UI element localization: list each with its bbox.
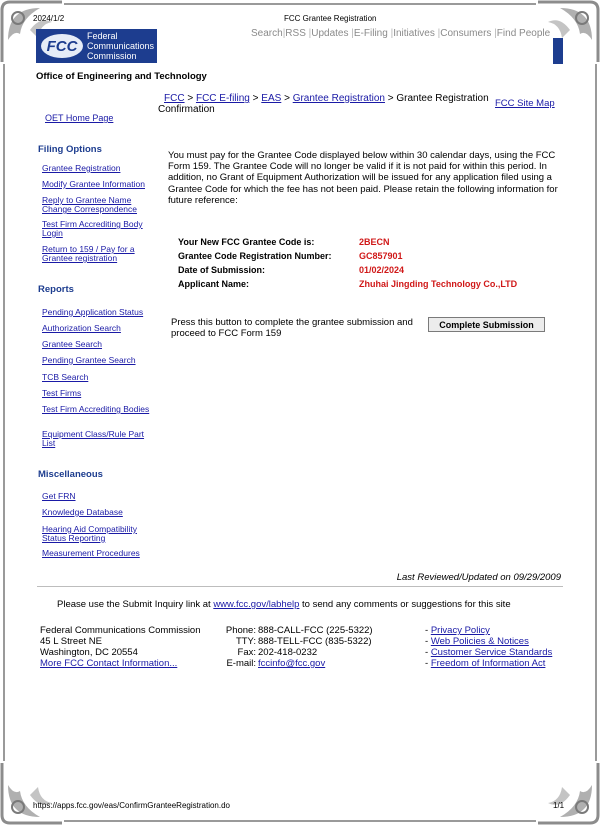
breadcrumb-fcc[interactable]: FCC: [164, 93, 185, 104]
fcc-logo-mark: FCC: [41, 34, 83, 58]
header-accent-strip: [553, 38, 563, 64]
detail-label: Date of Submission:: [178, 265, 266, 275]
applicant-name-value: Zhuhai Jingding Technology Co.,LTD: [359, 279, 518, 289]
sidebar-pending-grantee-search[interactable]: Pending Grantee Search: [42, 355, 136, 365]
sidebar-authorization-search[interactable]: Authorization Search: [42, 323, 121, 333]
policy-links: - Privacy Policy - Web Policies & Notices - Customer Service Standards - Freedom of Information Act: [425, 625, 553, 669]
sidebar-tcb-search[interactable]: TCB Search: [42, 372, 89, 382]
fcc-contact-numbers: [216, 625, 373, 669]
fcc-logo[interactable]: [36, 29, 157, 63]
frame-border-bottom: [64, 820, 536, 822]
address-line: Federal Communications Commission: [40, 625, 201, 636]
nav-consumers[interactable]: Consumers: [440, 28, 492, 39]
submission-date-value: 01/02/2024: [359, 265, 405, 275]
customer-service-standards-link[interactable]: Customer Service Standards: [430, 647, 553, 658]
fax-value: 202-418-0232: [258, 647, 318, 658]
breadcrumb: FCC > FCC E-filing > EAS > Grantee Registration > Grantee Registration Confirmation: [158, 93, 493, 115]
email-link[interactable]: fccinfo@fcc.gov: [258, 658, 326, 669]
frame-border-right: [595, 64, 597, 761]
sidebar-knowledge-database[interactable]: Knowledge Database: [42, 507, 123, 517]
phone-value: 888-CALL-FCC (225-5322): [258, 625, 373, 636]
miscellaneous-heading: Miscellaneous: [38, 469, 103, 480]
last-reviewed-date: Last Reviewed/Updated on 09/29/2009: [396, 572, 561, 583]
filing-options-heading: Filing Options: [38, 144, 102, 155]
breadcrumb-current-cont: Confirmation: [158, 104, 215, 115]
contact-key: Fax:: [237, 647, 256, 658]
frame-border-top: [64, 3, 536, 5]
sidebar-hearing-aid-reporting[interactable]: Hearing Aid Compatibility Status Reporting: [42, 524, 137, 543]
contact-key: TTY:: [235, 636, 256, 647]
frame-border-left: [3, 64, 5, 761]
more-contact-info-link[interactable]: More FCC Contact Information...: [40, 658, 178, 669]
detail-label: Applicant Name:: [178, 279, 250, 289]
inquiry-text: to send any comments or suggestions for this site: [302, 599, 511, 610]
nav-search[interactable]: Search: [251, 28, 283, 39]
payment-instructions: You must pay for the Grantee Code displayed below within 30 calendar days, using the FCC Form 159. The Grantee Code will no longer be valid if it is not paid for within this period. In addition, no Grant of Equipment Authorization will be issued for any application filed using a Grantee Code for which the fee has not been paid. Please retain the following information for future reference:: [168, 150, 558, 206]
sidebar-get-frn[interactable]: Get FRN: [42, 491, 76, 501]
reports-heading: Reports: [38, 284, 74, 295]
labhelp-link[interactable]: www.fcc.gov/labhelp: [213, 599, 300, 610]
sidebar-test-firm-accrediting-bodies[interactable]: Test Firm Accrediting Bodies: [42, 404, 150, 414]
nav-rss[interactable]: RSS: [285, 28, 306, 39]
sidebar-equipment-class-list[interactable]: Equipment Class/Rule Part List: [42, 429, 145, 448]
logo-line: Federal: [87, 31, 118, 41]
office-title: Office of Engineering and Technology: [36, 71, 207, 82]
sidebar-pending-application-status[interactable]: Pending Application Status: [42, 307, 144, 317]
privacy-policy-link[interactable]: Privacy Policy: [430, 625, 490, 636]
print-date: 2024/1/2: [33, 14, 65, 23]
complete-submission-instructions: Press this button to complete the grantee submission and proceed to FCC Form 159: [171, 317, 413, 339]
top-navigation: Search|RSS |Updates |E-Filing |Initiatives |Consumers |Find People: [251, 28, 551, 39]
contact-key: E-mail:: [226, 658, 256, 669]
print-title: FCC Grantee Registration: [284, 14, 377, 23]
contact-key: Phone:: [225, 625, 256, 636]
sidebar-grantee-registration[interactable]: Grantee Registration: [42, 163, 121, 173]
sidebar-reply-name-change[interactable]: Reply to Grantee Name Change Correspondence: [42, 195, 137, 214]
address-line: 45 L Street NE: [40, 636, 102, 647]
frame-corner-ornament: [536, 761, 600, 825]
fcc-logo-text: [87, 31, 154, 61]
oet-home-link[interactable]: OET Home Page: [45, 113, 114, 123]
sidebar-return-to-159[interactable]: Return to 159 / Pay for a Grantee registration: [42, 244, 135, 263]
grantee-code-value: 2BECN: [359, 237, 390, 247]
footer-divider: [37, 586, 563, 587]
breadcrumb-eas[interactable]: EAS: [261, 93, 282, 104]
complete-submission-button[interactable]: Complete Submission: [428, 317, 545, 332]
nav-updates[interactable]: Updates: [311, 28, 349, 39]
print-url: https://apps.fcc.gov/eas/ConfirmGranteeRegistration.do: [33, 801, 230, 810]
sidebar-grantee-search[interactable]: Grantee Search: [42, 339, 103, 349]
fcc-site-map-link[interactable]: FCC Site Map: [495, 98, 555, 109]
sidebar-test-firms[interactable]: Test Firms: [42, 388, 82, 398]
logo-line: Communications: [87, 41, 155, 51]
inquiry-notice: [57, 599, 511, 610]
nav-initiatives[interactable]: Initiatives: [393, 28, 435, 39]
nav-find-people[interactable]: Find People: [496, 28, 551, 39]
nav-efiling[interactable]: E-Filing: [353, 28, 388, 39]
inquiry-text: Please use the Submit Inquiry link at: [57, 599, 211, 610]
sidebar-test-firm-login[interactable]: Test Firm Accrediting Body Login: [42, 219, 143, 238]
registration-number-value: GC857901: [359, 251, 403, 261]
print-page-number: 1/1: [553, 801, 565, 810]
frame-corner-ornament: [0, 761, 64, 825]
foia-link[interactable]: Freedom of Information Act: [430, 658, 546, 669]
fcc-address: [40, 625, 201, 669]
sidebar-modify-grantee-information[interactable]: Modify Grantee Information: [42, 179, 145, 189]
detail-label: Your New FCC Grantee Code is:: [178, 237, 315, 247]
web-policies-link[interactable]: Web Policies & Notices: [430, 636, 529, 647]
breadcrumb-grantee-registration[interactable]: Grantee Registration: [292, 93, 385, 104]
tty-value: 888-TELL-FCC (835-5322): [258, 636, 372, 647]
address-line: Washington, DC 20554: [40, 647, 138, 658]
breadcrumb-current: Grantee Registration: [396, 93, 489, 104]
detail-label: Grantee Code Registration Number:: [178, 251, 332, 261]
breadcrumb-fcc-efiling[interactable]: FCC E-filing: [195, 93, 250, 104]
logo-line: Commission: [87, 51, 137, 61]
sidebar-measurement-procedures[interactable]: Measurement Procedures: [42, 548, 140, 558]
